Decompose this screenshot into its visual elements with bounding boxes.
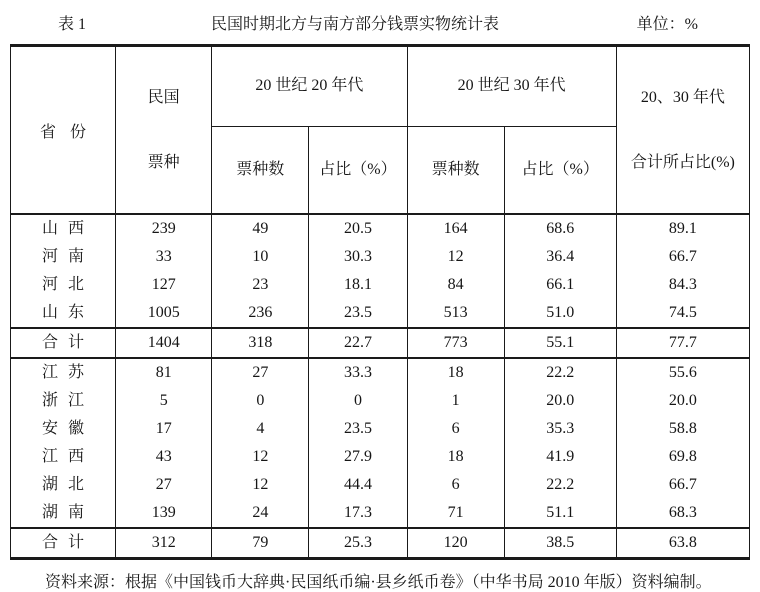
count-1930s-cell: 1 bbox=[407, 387, 504, 415]
count-1930s-cell: 164 bbox=[407, 214, 504, 243]
table-row bbox=[11, 299, 750, 328]
count-1920s-cell: 27 bbox=[212, 358, 309, 387]
count-1920s-cell: 0 bbox=[212, 387, 309, 415]
combined-pct-cell: 89.1 bbox=[616, 214, 749, 243]
pct-1930s-cell: 22.2 bbox=[504, 358, 616, 387]
province-cell: 湖 南 bbox=[11, 499, 116, 528]
header-row-groups bbox=[11, 46, 750, 127]
pct-1920s-cell: 18.1 bbox=[309, 271, 407, 299]
statistics-table bbox=[10, 44, 750, 560]
combined-pct-cell: 74.5 bbox=[616, 299, 749, 328]
count-1930s-cell: 84 bbox=[407, 271, 504, 299]
pct-1930s-cell: 36.4 bbox=[504, 243, 616, 271]
pct-1930s-cell: 55.1 bbox=[504, 328, 616, 358]
table-row bbox=[11, 387, 750, 415]
count-1920s-cell: 49 bbox=[212, 214, 309, 243]
total-row bbox=[11, 328, 750, 358]
minguo-count-cell: 139 bbox=[116, 499, 212, 528]
col-header-combined-line1: 20、30 年代 bbox=[640, 89, 725, 106]
table-number-label: 表 1 bbox=[58, 16, 87, 33]
pct-1930s-cell: 51.1 bbox=[504, 499, 616, 528]
minguo-count-cell: 33 bbox=[116, 243, 212, 271]
pct-1920s-cell: 23.5 bbox=[309, 299, 407, 328]
minguo-count-cell: 312 bbox=[116, 528, 212, 559]
combined-pct-cell: 66.7 bbox=[616, 243, 749, 271]
count-1920s-cell: 79 bbox=[212, 528, 309, 559]
pct-1930s-cell: 35.3 bbox=[504, 415, 616, 443]
pct-1920s-cell: 44.4 bbox=[309, 471, 407, 499]
minguo-count-cell: 43 bbox=[116, 443, 212, 471]
count-1920s-cell: 12 bbox=[212, 443, 309, 471]
province-cell: 安 徽 bbox=[11, 415, 116, 443]
count-1920s-cell: 24 bbox=[212, 499, 309, 528]
count-1930s-cell: 6 bbox=[407, 471, 504, 499]
table-header bbox=[11, 46, 750, 215]
province-cell: 合 计 bbox=[11, 528, 116, 559]
table-title: 民国时期北方与南方部分钱票实物统计表 bbox=[210, 16, 500, 33]
pct-1930s-cell: 20.0 bbox=[504, 387, 616, 415]
combined-pct-cell: 20.0 bbox=[616, 387, 749, 415]
table-row bbox=[11, 358, 750, 387]
pct-1930s-cell: 22.2 bbox=[504, 471, 616, 499]
combined-pct-cell: 66.7 bbox=[616, 471, 749, 499]
province-cell: 河 北 bbox=[11, 271, 116, 299]
combined-pct-cell: 63.8 bbox=[616, 528, 749, 559]
pct-1930s-cell: 38.5 bbox=[504, 528, 616, 559]
pct-1920s-cell: 22.7 bbox=[309, 328, 407, 358]
count-1930s-cell: 773 bbox=[407, 328, 504, 358]
col-group-1920s: 20 世纪 20 年代 bbox=[212, 46, 407, 127]
combined-pct-cell: 69.8 bbox=[616, 443, 749, 471]
count-1930s-cell: 513 bbox=[407, 299, 504, 328]
pct-1920s-cell: 0 bbox=[309, 387, 407, 415]
col-header-minguo-notes bbox=[116, 46, 212, 215]
province-cell: 湖 北 bbox=[11, 471, 116, 499]
count-1930s-cell: 12 bbox=[407, 243, 504, 271]
col-header-minguo-line2: 票种 bbox=[147, 154, 180, 171]
col-header-pct-1930s: 占比（%） bbox=[504, 126, 616, 214]
count-1930s-cell: 71 bbox=[407, 499, 504, 528]
minguo-count-cell: 127 bbox=[116, 271, 212, 299]
count-1930s-cell: 6 bbox=[407, 415, 504, 443]
minguo-count-cell: 27 bbox=[116, 471, 212, 499]
province-cell: 山 东 bbox=[11, 299, 116, 328]
unit-label: 单位：% bbox=[636, 16, 698, 33]
table-row bbox=[11, 499, 750, 528]
count-1930s-cell: 120 bbox=[407, 528, 504, 559]
col-header-count-1920s: 票种数 bbox=[212, 126, 309, 214]
count-1920s-cell: 12 bbox=[212, 471, 309, 499]
table-row bbox=[11, 415, 750, 443]
minguo-count-cell: 5 bbox=[116, 387, 212, 415]
province-cell: 山 西 bbox=[11, 214, 116, 243]
source-note: 资料来源：根据《中国钱币大辞典·民国纸币编·县乡纸币卷》（中华书局 2010 年版）资料编制。 bbox=[45, 574, 712, 591]
table-row bbox=[11, 271, 750, 299]
col-header-minguo-line1: 民国 bbox=[147, 89, 180, 106]
pct-1920s-cell: 17.3 bbox=[309, 499, 407, 528]
count-1920s-cell: 236 bbox=[212, 299, 309, 328]
count-1920s-cell: 10 bbox=[212, 243, 309, 271]
pct-1920s-cell: 25.3 bbox=[309, 528, 407, 559]
table-caption bbox=[0, 0, 760, 44]
minguo-count-cell: 17 bbox=[116, 415, 212, 443]
province-cell: 河 南 bbox=[11, 243, 116, 271]
pct-1920s-cell: 33.3 bbox=[309, 358, 407, 387]
pct-1930s-cell: 68.6 bbox=[504, 214, 616, 243]
count-1920s-cell: 318 bbox=[212, 328, 309, 358]
col-header-combined-line2: 合计所占比(%) bbox=[630, 154, 735, 171]
table-body bbox=[11, 214, 750, 559]
combined-pct-cell: 55.6 bbox=[616, 358, 749, 387]
pct-1920s-cell: 20.5 bbox=[309, 214, 407, 243]
combined-pct-cell: 77.7 bbox=[616, 328, 749, 358]
table-row bbox=[11, 243, 750, 271]
province-cell: 合 计 bbox=[11, 328, 116, 358]
table-row bbox=[11, 471, 750, 499]
combined-pct-cell: 84.3 bbox=[616, 271, 749, 299]
pct-1930s-cell: 51.0 bbox=[504, 299, 616, 328]
table-row bbox=[11, 214, 750, 243]
col-header-province: 省 份 bbox=[11, 46, 116, 215]
minguo-count-cell: 81 bbox=[116, 358, 212, 387]
minguo-count-cell: 1005 bbox=[116, 299, 212, 328]
pct-1920s-cell: 27.9 bbox=[309, 443, 407, 471]
combined-pct-cell: 58.8 bbox=[616, 415, 749, 443]
pct-1920s-cell: 23.5 bbox=[309, 415, 407, 443]
count-1920s-cell: 4 bbox=[212, 415, 309, 443]
col-group-1930s: 20 世纪 30 年代 bbox=[407, 46, 616, 127]
pct-1920s-cell: 30.3 bbox=[309, 243, 407, 271]
minguo-count-cell: 1404 bbox=[116, 328, 212, 358]
province-cell: 江 西 bbox=[11, 443, 116, 471]
total-row bbox=[11, 528, 750, 559]
pct-1930s-cell: 41.9 bbox=[504, 443, 616, 471]
count-1920s-cell: 23 bbox=[212, 271, 309, 299]
col-header-count-1930s: 票种数 bbox=[407, 126, 504, 214]
minguo-count-cell: 239 bbox=[116, 214, 212, 243]
pct-1930s-cell: 66.1 bbox=[504, 271, 616, 299]
province-cell: 江 苏 bbox=[11, 358, 116, 387]
table-row bbox=[11, 443, 750, 471]
province-cell: 浙 江 bbox=[11, 387, 116, 415]
col-header-combined-share bbox=[616, 46, 749, 215]
count-1930s-cell: 18 bbox=[407, 443, 504, 471]
col-header-pct-1920s: 占比（%） bbox=[309, 126, 407, 214]
count-1930s-cell: 18 bbox=[407, 358, 504, 387]
combined-pct-cell: 68.3 bbox=[616, 499, 749, 528]
